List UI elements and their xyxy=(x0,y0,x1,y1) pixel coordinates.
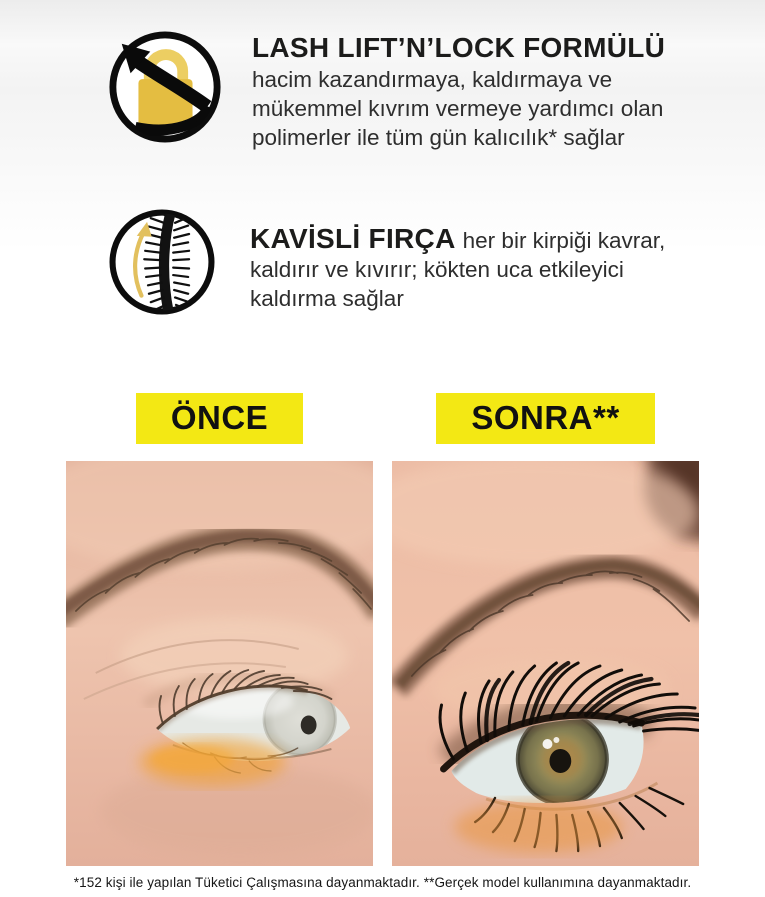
feature-lash-lift-lock xyxy=(106,28,765,153)
curved-brush-icon-svg xyxy=(106,203,218,321)
feature-text-block xyxy=(250,205,670,314)
after-photo xyxy=(392,461,699,866)
feature-text-block xyxy=(252,28,688,153)
before-photo xyxy=(66,461,373,866)
feature-body: hacim kazandırmaya, kaldırmaya ve mükemmel kıvrım vermeye yardımcı olan polimerler ile tüm gün kalıcılık* sağlar xyxy=(252,67,664,150)
comparison-photos xyxy=(0,461,765,866)
curved-brush-icon xyxy=(106,203,218,321)
lock-swirl-icon-svg xyxy=(106,28,224,146)
feature-body: her bir kirpiği kavrar, kaldırır ve kıvırır; kökten uca etkileyici kaldırma sağlar xyxy=(250,227,666,312)
before-photo-illustration xyxy=(66,461,373,866)
comparison-labels xyxy=(0,393,765,444)
feature-list xyxy=(0,0,765,321)
after-photo-illustration xyxy=(392,461,699,866)
before-label: ÖNCE xyxy=(136,393,303,444)
footnote: *152 kişi ile yapılan Tüketici Çalışmasına dayanmaktadır. **Gerçek model kullanımına dayanmaktadır. xyxy=(73,874,692,890)
feature-curved-brush xyxy=(106,203,765,321)
feature-title: LASH LIFT’N’LOCK FORMÜLÜ xyxy=(252,32,666,63)
lock-swirl-icon xyxy=(106,28,224,146)
feature-title: KAVİSLİ FIRÇA xyxy=(250,222,463,254)
after-label: SONRA** xyxy=(436,393,654,444)
